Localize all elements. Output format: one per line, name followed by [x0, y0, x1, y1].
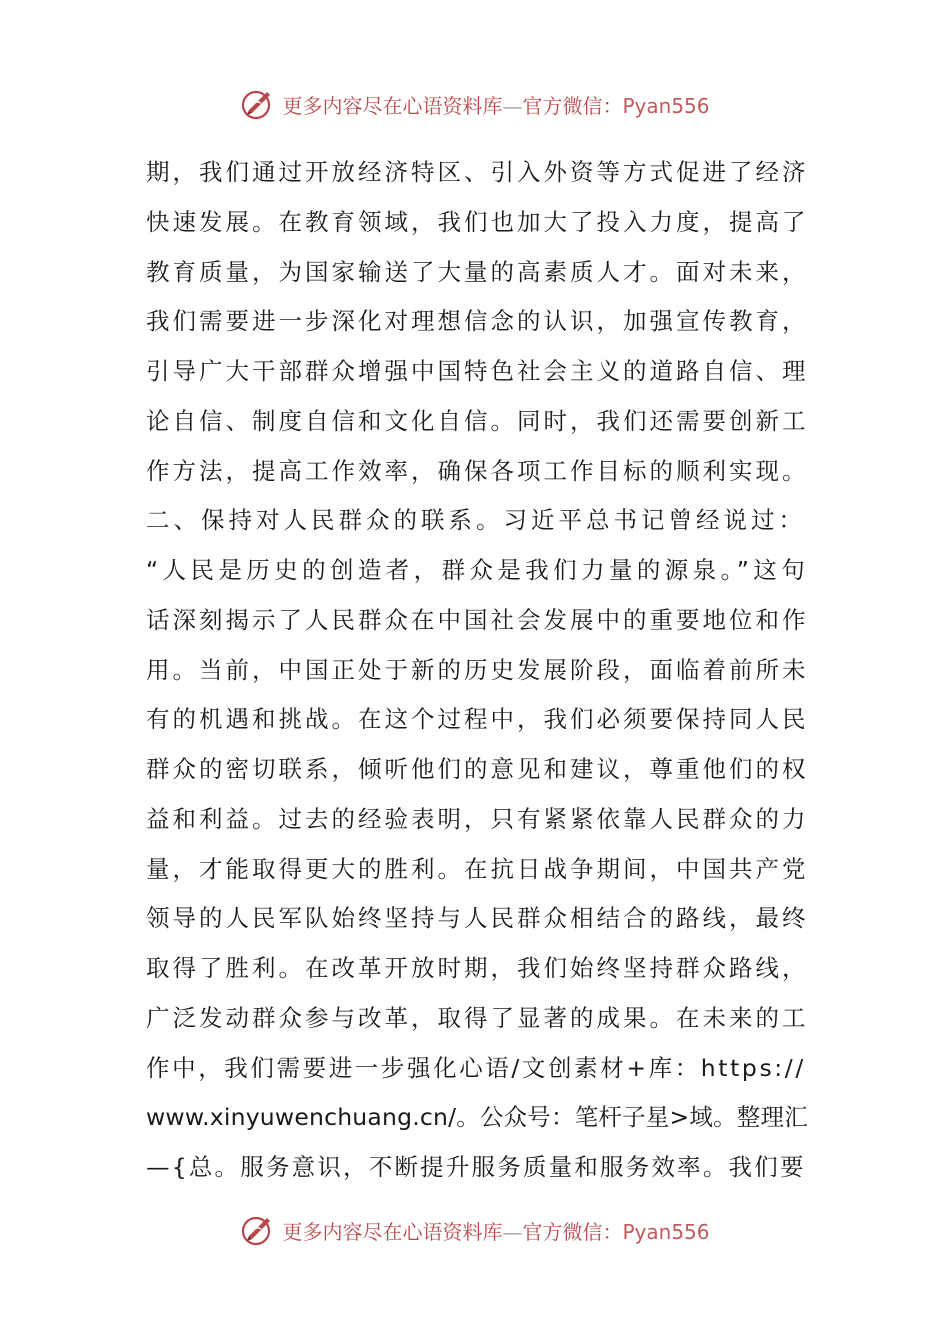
footer-text [282, 1216, 709, 1245]
body-line: 作中，我们需要进一步强化心语/文创素材+库：https:// [146, 1053, 806, 1082]
header-wechat-id: Pyan556 [622, 93, 710, 118]
body-line: 用。当前，中国正处于新的历史发展阶段，面临着前所未 [146, 655, 809, 684]
body-line: 话深刻揭示了人民群众在中国社会发展中的重要地位和作 [146, 605, 809, 634]
body-line: 取得了胜利。在改革开放时期，我们始终坚持群众路线， [146, 954, 809, 982]
body-line: 二、保持对人民群众的联系。习近平总书记曾经说过： [146, 506, 806, 535]
header-title: 更多内容尽在心语资料库 [282, 93, 503, 118]
body-line: 有的机遇和挑战。在这个过程中，我们必须要保持同人民 [146, 705, 809, 734]
header-suffix: 官方微信： [522, 93, 623, 118]
body-line: 教育质量，为国家输送了大量的高素质人才。面对未来， [146, 257, 809, 286]
body-line: 广泛发动群众参与改革，取得了显著的成果。在未来的工 [146, 1003, 809, 1032]
body-line: “人民是历史的创造者，群众是我们力量的源泉。”这句 [146, 556, 810, 584]
body-line: 群众的密切联系，倾听他们的意见和建议，尊重他们的权 [146, 755, 809, 783]
footer-separator: — [502, 1219, 523, 1244]
page-footer-banner [0, 1210, 950, 1250]
body-line: 量，才能取得更大的胜利。在抗日战争期间，中国共产党 [146, 854, 809, 883]
document-body [146, 148, 810, 1193]
pen-logo-icon [240, 86, 276, 122]
body-line: www.xinyuwenchuang.cn/。公众号：笔杆子星>域。整理汇 [146, 1103, 808, 1132]
footer-wechat-id: Pyan556 [622, 1219, 710, 1244]
pen-logo-icon [240, 1212, 276, 1248]
body-line: 引导广大干部群众增强中国特色社会主义的道路自信、理 [146, 357, 809, 385]
body-line: 益和利益。过去的经验表明，只有紧紧依靠人民群众的力 [146, 804, 809, 833]
body-line: 论自信、制度自信和文化自信。同时，我们还需要创新工 [146, 406, 809, 435]
footer-suffix: 官方微信： [522, 1219, 623, 1244]
body-line: 领导的人民军队始终坚持与人民群众相结合的路线，最终 [146, 904, 809, 933]
body-line: 我们需要进一步深化对理想信念的认识，加强宣传教育， [146, 307, 809, 336]
header-separator: — [502, 93, 523, 118]
body-line: 作方法，提高工作效率，确保各项工作目标的顺利实现。 [146, 456, 809, 485]
footer-title: 更多内容尽在心语资料库 [282, 1219, 503, 1244]
header-text [282, 90, 709, 119]
page-header-banner [0, 84, 950, 124]
body-line: 快速发展。在教育领域，我们也加大了投入力度，提高了 [146, 207, 809, 236]
body-line: 期，我们通过开放经济特区、引入外资等方式促进了经济 [146, 158, 809, 186]
body-line: —{总。服务意识，不断提升服务质量和服务效率。我们要 [146, 1153, 806, 1181]
